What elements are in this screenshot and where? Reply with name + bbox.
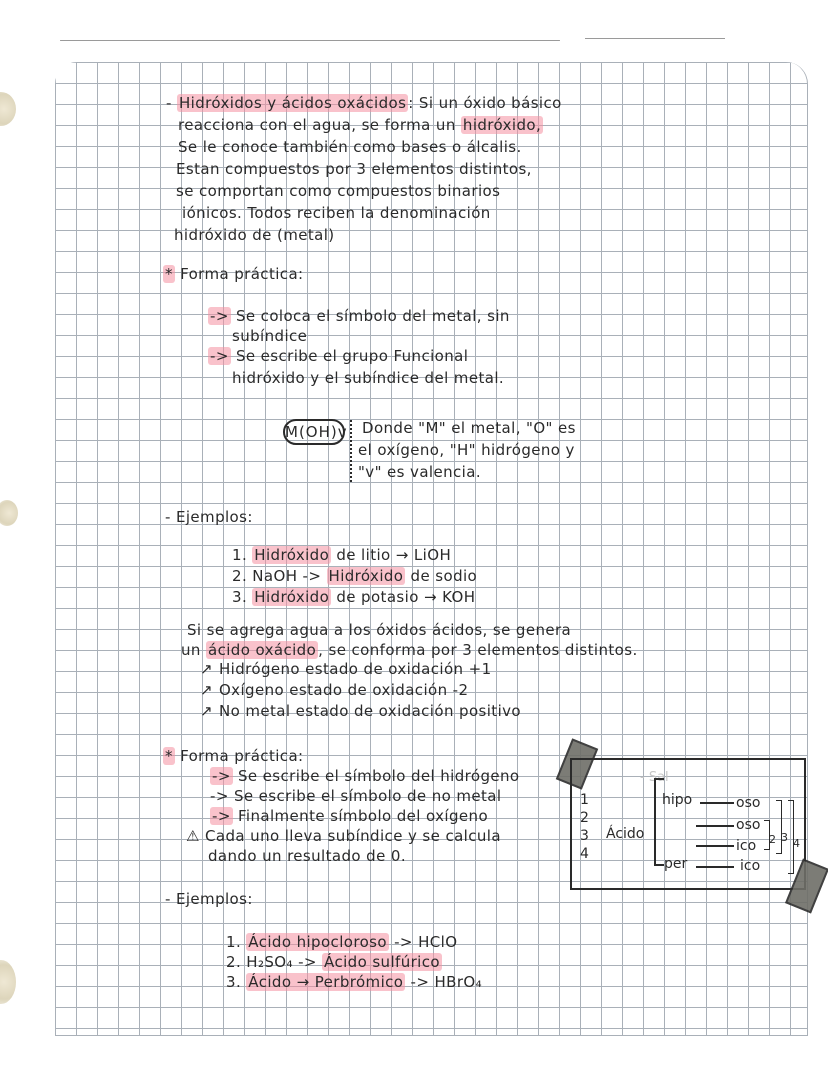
formula-note-line: "v" es valencia.: [358, 463, 482, 481]
element-text: Hidrógeno estado de oxidación +1: [218, 660, 492, 678]
diagram-number: 4: [580, 846, 589, 862]
diagram-number: 2: [580, 810, 589, 826]
arrow-up-right-icon: ↗: [200, 681, 213, 699]
example-text: de potasio → KOH: [331, 588, 476, 606]
section1-title: Hidróxidos y ácidos oxácidos: [179, 94, 407, 112]
element-line: [200, 701, 521, 722]
step-line-cont: hidróxido y el subíndice del metal.: [232, 369, 505, 387]
example-text: de litio → LiOH: [331, 546, 452, 564]
diagram-suffix: oso: [736, 817, 761, 833]
section2-text: , se conforma por 3 elementos distintos.: [318, 641, 638, 659]
example-item: [226, 952, 442, 973]
section2-line: Si se agrega agua a los óxidos ácidos, se genera: [187, 621, 572, 639]
step-text: Se escribe el símbolo de no metal: [233, 787, 502, 805]
section1-text: : Si un óxido básico: [408, 94, 562, 112]
step-text: Finalmente símbolo del oxígeno: [237, 807, 489, 825]
section1-line: Estan compuestos por 3 elementos distintos,: [176, 160, 532, 178]
arrow-icon: ->: [212, 807, 231, 825]
step-line: [208, 346, 468, 367]
warning-text: Cada uno lleva subíndice y se calcula: [205, 827, 501, 845]
step-text: Se escribe el grupo Funcional: [235, 347, 469, 365]
diagram-brace-label: 2: [769, 833, 776, 846]
example-text: H₂SO₄ ->: [241, 953, 323, 971]
forma-practica-title: Forma práctica:: [180, 747, 304, 765]
section1-text: reacciona con el agua, se forma un: [178, 116, 456, 134]
diagram-brace-label: 3: [781, 831, 788, 844]
diagram-brace-label: 4: [793, 837, 800, 850]
warning-line: dando un resultado de 0.: [208, 847, 406, 865]
arrow-icon: ->: [210, 347, 229, 365]
forma-practica-heading: [163, 264, 304, 285]
element-text: No metal estado de oxidación positivo: [218, 702, 522, 720]
diagram-suffix: ico: [740, 858, 761, 874]
section1-line: iónicos. Todos reciben la denominación: [182, 204, 491, 222]
faint-bleedthrough: - Sal: [640, 770, 669, 785]
examples-heading: - Ejemplos:: [165, 890, 253, 908]
example-highlight: Hidróxido: [328, 567, 404, 585]
bullet-dash: -: [166, 94, 172, 112]
dotted-separator: [350, 420, 352, 482]
section1-line: Se le conoce también como bases o álcalis.: [178, 138, 522, 156]
example-item: [232, 587, 475, 608]
diagram-connector: [700, 802, 734, 804]
section1-heading-line: [166, 93, 562, 114]
step-line: [208, 306, 510, 327]
element-line: [200, 659, 492, 680]
acid-nomenclature-diagram: [570, 758, 806, 890]
forma-practica-title: Forma práctica:: [180, 265, 304, 283]
example-number: 2.: [226, 953, 242, 971]
diagram-prefix: hipo: [662, 792, 693, 808]
arrow-icon: ->: [212, 767, 231, 785]
diagram-number: 1: [580, 792, 589, 808]
warning-line: [186, 826, 501, 847]
asterisk-icon: *: [165, 265, 173, 283]
example-highlight: Hidróxido: [254, 588, 330, 606]
diagram-acid-label: Ácido: [606, 826, 645, 842]
example-text: -> HClO: [388, 933, 458, 951]
example-number: 3.: [226, 973, 242, 991]
example-text: de sodio: [405, 567, 478, 585]
element-line: [200, 680, 468, 701]
example-highlight: Ácido sulfúrico: [324, 953, 440, 971]
diagram-connector: [696, 825, 734, 827]
example-number: 2.: [232, 567, 248, 585]
diagram-suffix: oso: [736, 795, 761, 811]
example-text: NaOH ->: [247, 567, 327, 585]
step-line: [210, 786, 501, 807]
diagram-prefix: per: [664, 856, 688, 872]
arrow-icon: ->: [210, 307, 229, 325]
step-line: [210, 766, 520, 787]
example-item: [226, 932, 457, 953]
example-highlight: Ácido hipocloroso: [248, 933, 387, 951]
diagram-number: 3: [580, 828, 589, 844]
forma-practica-heading: [163, 746, 304, 767]
example-highlight: Hidróxido: [254, 546, 330, 564]
example-number: 1.: [232, 546, 248, 564]
warning-triangle-icon: ⚠: [186, 827, 200, 845]
arrow-icon: ->: [210, 787, 229, 805]
section1-line: [178, 115, 543, 136]
step-text: Se escribe el símbolo del hidrógeno: [237, 767, 520, 785]
arrow-up-right-icon: ↗: [200, 702, 213, 720]
example-number: 1.: [226, 933, 242, 951]
examples-heading: - Ejemplos:: [165, 508, 253, 526]
diagram-suffix: ico: [736, 838, 757, 854]
example-item: [232, 566, 477, 587]
example-highlight: Ácido → Perbrómico: [248, 973, 404, 991]
arrow-up-right-icon: ↗: [200, 660, 213, 678]
example-item: [232, 545, 451, 566]
step-line: [210, 806, 488, 827]
example-text: -> HBrO₄: [405, 973, 483, 991]
asterisk-icon: *: [165, 747, 173, 765]
step-text: Se coloca el símbolo del metal, sin: [235, 307, 510, 325]
section1-line: se comportan como compuestos binarios: [176, 182, 501, 200]
step-line-cont: subíndice: [232, 327, 308, 345]
example-number: 3.: [232, 588, 248, 606]
section1-line: hidróxido de (metal): [174, 226, 335, 244]
highlight-hidroxido: hidróxido,: [462, 116, 542, 134]
diagram-connector: [696, 845, 734, 847]
formula-note-line: Donde "M" el metal, "O" es: [362, 419, 576, 437]
element-text: Oxígeno estado de oxidación -2: [218, 681, 469, 699]
example-item: [226, 972, 482, 993]
section2-line: [181, 640, 638, 661]
formula-note-line: el oxígeno, "H" hidrógeno y: [358, 441, 575, 459]
diagram-connector: [696, 866, 734, 868]
section2-text: un: [181, 641, 206, 659]
formula-box: M(OH)v: [283, 419, 345, 445]
highlight-acido-oxacido: ácido oxácido: [207, 641, 317, 659]
